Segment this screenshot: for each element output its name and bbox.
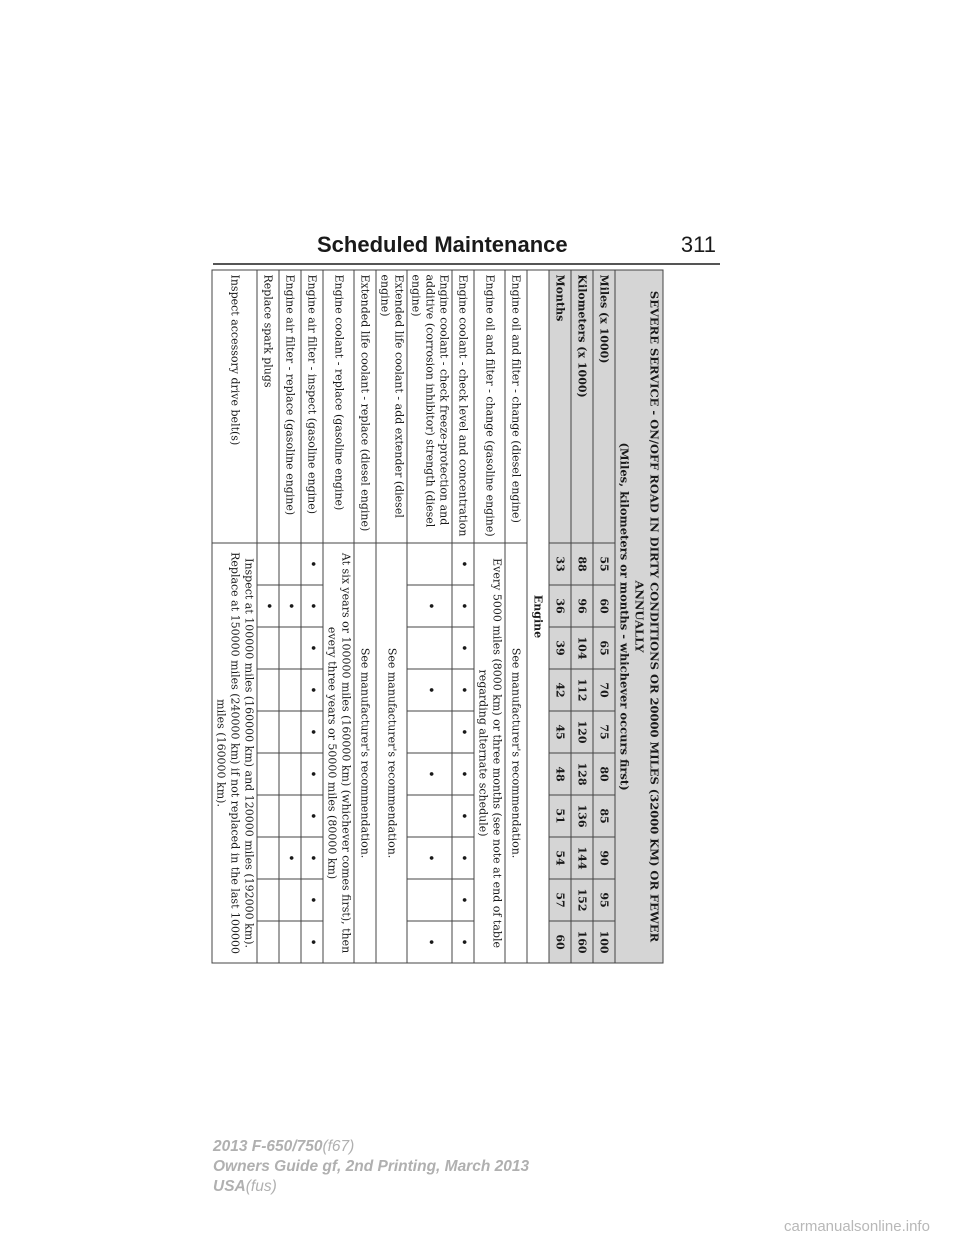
service-dot: • (301, 585, 323, 627)
table-title (615, 270, 663, 963)
table-row (407, 270, 452, 963)
service-dot: • (301, 879, 323, 921)
footer-market: USA (213, 1178, 246, 1195)
task-label: Engine oil and filter - change (diesel engine) (505, 270, 527, 543)
table-row (301, 270, 323, 963)
interval-value: 60 (593, 585, 615, 627)
service-dot: • (452, 879, 474, 921)
section-row (527, 270, 549, 963)
table-row (212, 270, 257, 963)
empty-cell (257, 627, 279, 669)
interval-value: 75 (593, 711, 615, 753)
service-dot: • (452, 753, 474, 795)
empty-cell (257, 753, 279, 795)
table-row (354, 270, 376, 963)
empty-cell (257, 669, 279, 711)
table-row (452, 270, 474, 963)
service-dot: • (407, 585, 452, 627)
interval-value: 95 (593, 879, 615, 921)
page-footer (213, 1137, 529, 1197)
interval-value: 80 (593, 753, 615, 795)
interval-value: 96 (571, 585, 593, 627)
watermark: carmanualsonline.info (784, 1218, 930, 1235)
footer-line-3 (213, 1177, 529, 1197)
task-label: Extended life coolant - add extender (diesel engine) (376, 270, 407, 543)
maintenance-schedule-table (212, 270, 664, 964)
service-dot: • (301, 795, 323, 837)
task-note: See manufacturer's recommendation. (354, 543, 376, 963)
table-row (571, 270, 593, 963)
service-dot: • (301, 837, 323, 879)
service-dot: • (452, 921, 474, 963)
empty-cell (257, 921, 279, 963)
interval-value: 65 (593, 627, 615, 669)
interval-value: 39 (549, 627, 571, 669)
interval-value: 36 (549, 585, 571, 627)
service-dot: • (452, 837, 474, 879)
service-dot: • (279, 837, 301, 879)
service-dot: • (257, 585, 279, 627)
task-label: Extended life coolant - replace (diesel engine) (354, 270, 376, 543)
interval-value: 112 (571, 669, 593, 711)
header-divider (213, 263, 720, 265)
task-note: See manufacturer's recommendation. (505, 543, 527, 963)
table-title-line1: SEVERE SERVICE - ON/OFF ROAD IN DIRTY CONDITIONS OR 20000 MILES (32000 KM) OR FEWER (647, 290, 662, 943)
rotated-table-container (214, 270, 664, 963)
task-label: Replace spark plugs (257, 270, 279, 543)
interval-value: 54 (549, 837, 571, 879)
service-dot: • (279, 585, 301, 627)
task-label: Engine coolant - check freeze-protection and additive (corrosion inhibitor) strength (diesel engine) (407, 270, 452, 543)
interval-value: 128 (571, 753, 593, 795)
interval-value: 48 (549, 753, 571, 795)
service-dot: • (452, 543, 474, 585)
task-label: Engine air filter - inspect (gasoline engine) (301, 270, 323, 543)
empty-cell (257, 879, 279, 921)
interval-value: 55 (593, 543, 615, 585)
empty-cell (257, 543, 279, 585)
interval-value: 57 (549, 879, 571, 921)
interval-label: Miles (x 1000) (593, 270, 615, 543)
interval-label: Months (549, 270, 571, 543)
interval-label: Kilometers (x 1000) (571, 270, 593, 543)
service-dot: • (301, 711, 323, 753)
empty-cell (279, 669, 301, 711)
interval-value: 60 (549, 921, 571, 963)
empty-cell (407, 795, 452, 837)
table-row (593, 270, 615, 963)
empty-cell (257, 711, 279, 753)
task-label: Inspect accessory drive belt(s) (212, 270, 257, 543)
service-dot: • (301, 627, 323, 669)
footer-model-code: (f67) (322, 1138, 355, 1155)
table-row (549, 270, 571, 963)
service-dot: • (452, 627, 474, 669)
empty-cell (407, 543, 452, 585)
empty-cell (279, 753, 301, 795)
interval-value: 88 (571, 543, 593, 585)
task-note: Inspect at 100000 miles (160000 km) and 120000 miles (192000 km). Replace at 150000 miles (240000 km) if not replaced in the last 100000 miles (160000 km). (212, 543, 257, 963)
interval-value: 120 (571, 711, 593, 753)
task-label: Engine oil and filter - change (gasoline engine) (474, 270, 505, 543)
task-label: Engine air filter - replace (gasoline engine) (279, 270, 301, 543)
service-dot: • (301, 669, 323, 711)
empty-cell (407, 879, 452, 921)
footer-model: 2013 F-650/750 (213, 1138, 323, 1155)
task-label: Engine coolant - replace (gasoline engine) (323, 270, 354, 543)
table-row (505, 270, 527, 963)
table-row (323, 270, 354, 963)
empty-cell (279, 921, 301, 963)
table-row (279, 270, 301, 963)
service-dot: • (301, 543, 323, 585)
interval-value: 160 (571, 921, 593, 963)
interval-value: 144 (571, 837, 593, 879)
table-subtitle: (Miles, kilometers or months - whichever occurs first) (617, 442, 632, 791)
page-number: 311 (680, 232, 716, 257)
page-header (213, 229, 720, 261)
service-dot: • (407, 753, 452, 795)
interval-value: 51 (549, 795, 571, 837)
service-dot: • (407, 837, 452, 879)
footer-market-code: (fus) (245, 1178, 277, 1195)
table-row (376, 270, 407, 963)
section-title: Scheduled Maintenance (317, 232, 568, 257)
empty-cell (407, 627, 452, 669)
interval-value: 104 (571, 627, 593, 669)
service-dot: • (301, 921, 323, 963)
interval-value: 45 (549, 711, 571, 753)
interval-value: 33 (549, 543, 571, 585)
task-note: See manufacturer's recommendation. (376, 543, 407, 963)
service-dot: • (452, 795, 474, 837)
task-note: Every 5000 miles (8000 km) or three months (see note at end of table regarding alternate schedule) (474, 543, 505, 963)
task-label: Engine coolant - check level and concentration (452, 270, 474, 543)
task-note: At six years or 100000 miles (160000 km) (whichever comes first), then every three years or 50000 miles (80000 km) (323, 543, 354, 963)
service-dot: • (452, 585, 474, 627)
service-dot: • (452, 669, 474, 711)
empty-cell (257, 837, 279, 879)
empty-cell (279, 879, 301, 921)
empty-cell (279, 795, 301, 837)
interval-value: 152 (571, 879, 593, 921)
empty-cell (407, 711, 452, 753)
interval-value: 100 (593, 921, 615, 963)
section-heading: Engine (527, 270, 549, 963)
table-row (474, 270, 505, 963)
interval-value: 42 (549, 669, 571, 711)
footer-line-2: Owners Guide gf, 2nd Printing, March 2013 (213, 1158, 530, 1175)
service-dot: • (452, 711, 474, 753)
table-row (257, 270, 279, 963)
service-dot: • (301, 753, 323, 795)
table-title-line2: ANNUALLY (632, 580, 647, 653)
empty-cell (279, 711, 301, 753)
empty-cell (279, 543, 301, 585)
table-title-row (615, 270, 663, 963)
service-dot: • (407, 669, 452, 711)
service-dot: • (407, 921, 452, 963)
interval-value: 85 (593, 795, 615, 837)
interval-value: 90 (593, 837, 615, 879)
empty-cell (257, 795, 279, 837)
footer-line-1 (213, 1137, 529, 1157)
interval-value: 136 (571, 795, 593, 837)
empty-cell (279, 627, 301, 669)
interval-value: 70 (593, 669, 615, 711)
